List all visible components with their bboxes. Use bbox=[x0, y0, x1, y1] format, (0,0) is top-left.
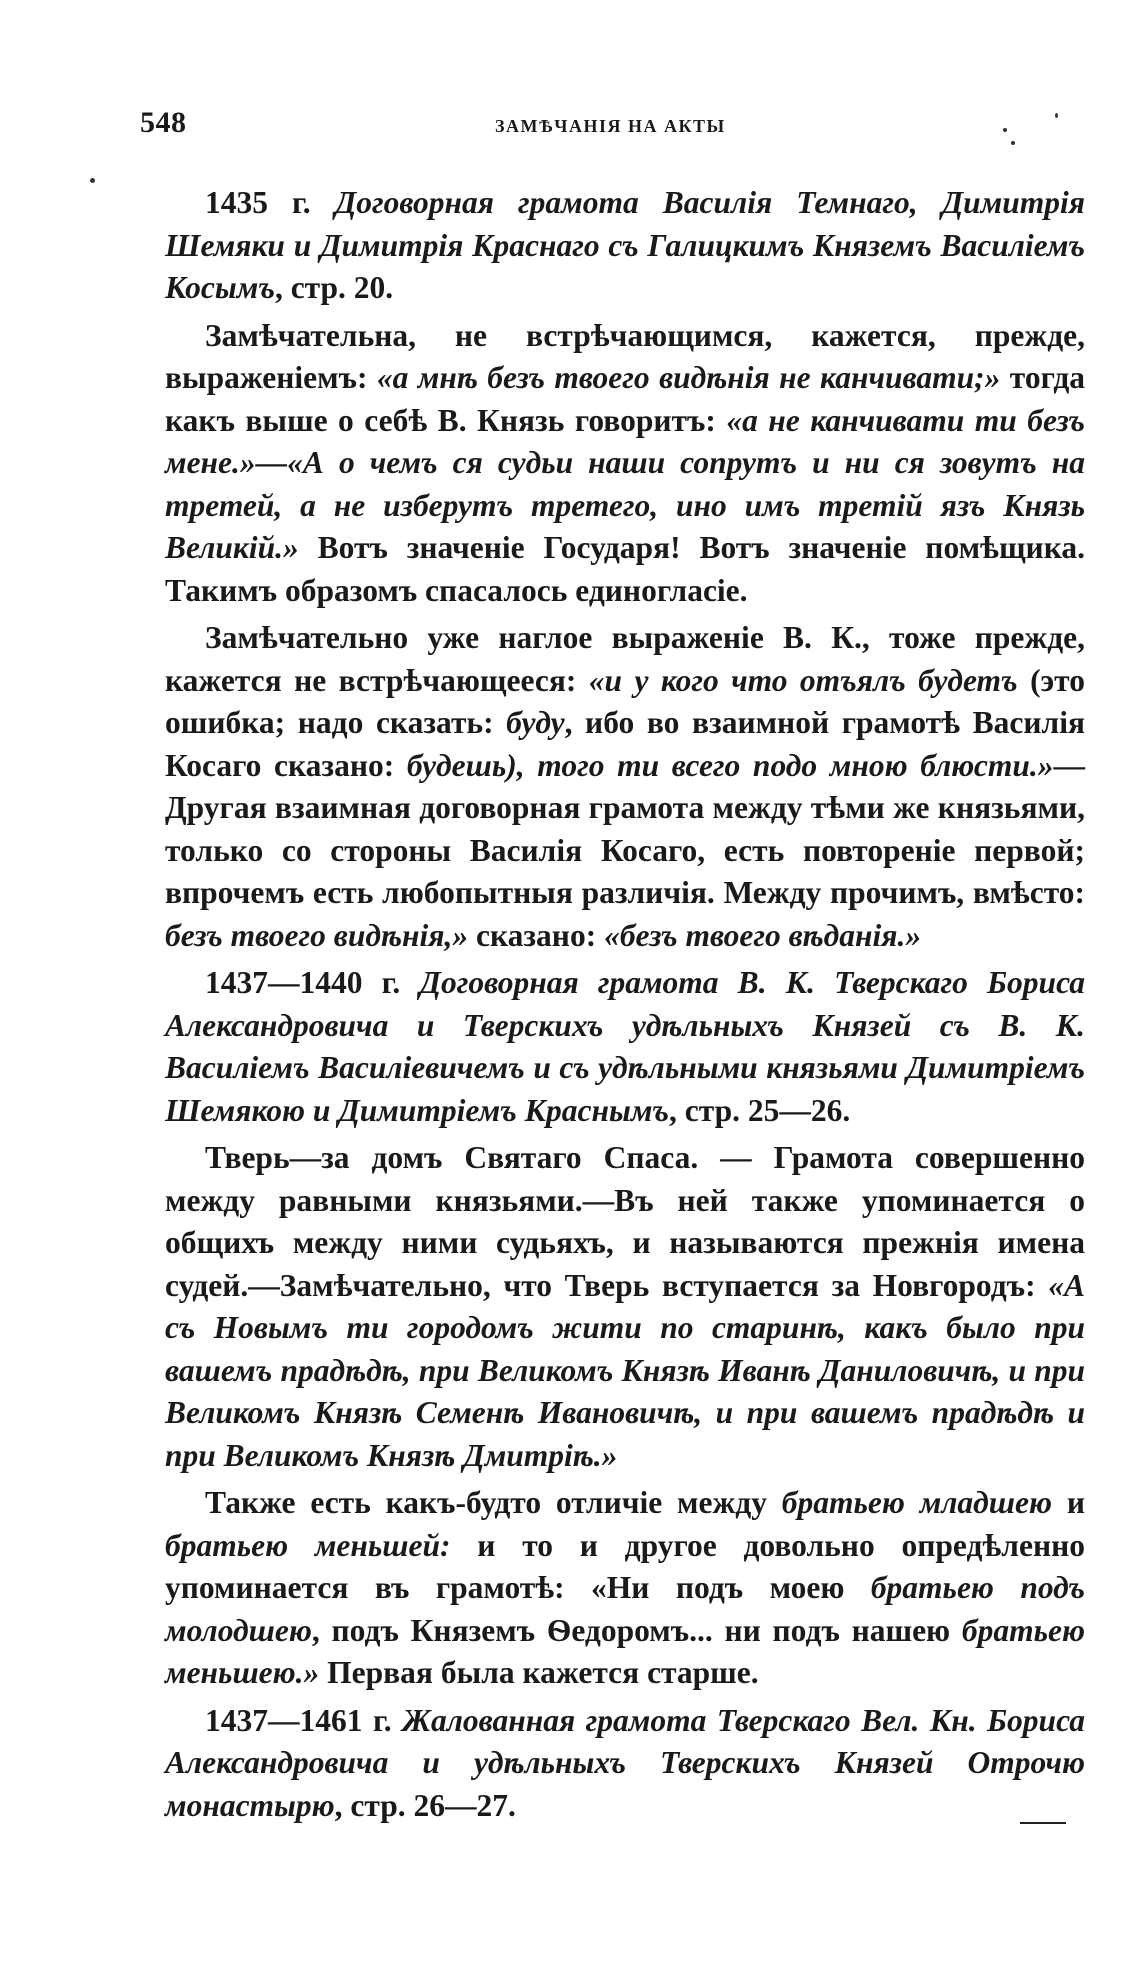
text-run: тогда какъ выше о себѣ В. Князь говоритъ: bbox=[165, 360, 1085, 438]
text-run: — Другая взаимная договорная грамота между тѣми же князьями, только со стороны Василія Косаго, есть повтореніе первой; впрочемъ есть любопытныя различія. Между прочимъ, вмѣсто: bbox=[165, 747, 1086, 910]
text-run: Также есть какъ-будто отличіе между bbox=[205, 1485, 782, 1520]
paragraph-p7 bbox=[165, 1700, 1085, 1828]
italic-text: буду bbox=[506, 705, 565, 740]
italic-text: братьею меньшей: bbox=[165, 1527, 451, 1563]
text-run: (это ошибка; надо сказать: bbox=[165, 662, 1085, 740]
text-run: , стр. 20. bbox=[274, 270, 394, 305]
print-speck bbox=[1011, 141, 1015, 145]
text-run: Первая была кажется старше. bbox=[319, 1655, 759, 1690]
print-speck bbox=[1003, 128, 1007, 132]
italic-text: будешь), того ти всего подо мною блюсти.» bbox=[406, 747, 1054, 783]
paragraph-p5 bbox=[165, 1137, 1085, 1477]
text-run: и то и другое довольно опредѣленно упоминается въ грамотѣ: «Ни подъ моею bbox=[165, 1527, 1085, 1605]
italic-text: «а мнѣ безъ твоего видѣнія не канчивати;» bbox=[376, 360, 1001, 395]
running-head bbox=[140, 106, 900, 146]
running-title: ЗАМѢЧАНІЯ НА АКТЫ bbox=[495, 116, 726, 136]
italic-text: «а не канчивати ти безъ мене.»—«А о чемъ ся судьи наши сопрутъ и ни ся зовутъ на третей, а не изберутъ третего, ино имъ третій язъ Князь Великій.» bbox=[165, 402, 1085, 565]
text-run: Тверь—за домъ Святаго Спаса. — Грамота совершенно между равными князьями.—Въ ней также упоминается о общихъ между ними судьяхъ, и называются прежнія имена судей.—Замѣчательно, что Тверь вступается за Новгородъ: bbox=[165, 1140, 1085, 1303]
text-run: , стр. 25—26. bbox=[669, 1092, 851, 1128]
paragraph-p6 bbox=[165, 1482, 1085, 1695]
printer-mark bbox=[1020, 1822, 1066, 1824]
print-speck bbox=[1055, 113, 1058, 118]
italic-text: братьею меньшею.» bbox=[165, 1612, 1085, 1690]
text-run: , стр. 26—27. bbox=[334, 1787, 516, 1823]
italic-text: Жалованная грамота Тверскаго Вел. Кн. Бориса Александровича и удѣльныхъ Тверскихъ Князей Отрочю монастырю bbox=[165, 1702, 1085, 1823]
page-number: 548 bbox=[140, 106, 187, 139]
text-run: Замѣчательна, не встрѣчающимся, кажется, прежде, выраженіемъ: bbox=[165, 317, 1085, 395]
italic-text: безъ твоего видѣнія,» bbox=[165, 917, 469, 953]
text-run: и bbox=[1052, 1485, 1085, 1520]
text-run: Замѣчательно уже наглое выраженіе В. К., тоже прежде, кажется не встрѣчающееся: bbox=[165, 620, 1085, 698]
italic-text: братьею подъ молодшею bbox=[165, 1570, 1085, 1648]
print-speck bbox=[90, 178, 95, 183]
body-text bbox=[165, 182, 1085, 1832]
text-run: 1437—1440 г. bbox=[205, 965, 420, 1000]
italic-text: Договорная грамота Василія Темнаго, Димитрія Шемяки и Димитрія Краснаго съ Галицкимъ Княземъ Василіемъ Косымъ bbox=[165, 185, 1085, 305]
italic-text: Договорная грамота В. К. Тверскаго Бориса Александровича и Тверскихъ удѣльныхъ Князей съ В. К. Василіемъ Василіевичемъ и съ удѣльными князьями Димитріемъ Шемякою и Димитріемъ Краснымъ bbox=[165, 965, 1085, 1128]
text-run: Вотъ значеніе Государя! Вотъ значеніе помѣщика. Такимъ образомъ спасалось единогласіе. bbox=[165, 530, 1085, 608]
italic-text: «безъ твоего вѣданія.» bbox=[604, 917, 922, 953]
text-run: 1435 г. bbox=[205, 185, 335, 220]
paragraph-p1 bbox=[165, 182, 1085, 310]
paragraph-p2 bbox=[165, 315, 1085, 613]
italic-text: «и у кого что отъялъ будетъ bbox=[588, 662, 1018, 698]
paragraph-p4 bbox=[165, 962, 1085, 1132]
text-run: , ибо во взаимной грамотѣ Василія Косаго сказано: bbox=[165, 705, 1085, 783]
text-run: сказано: bbox=[468, 917, 605, 953]
italic-text: братьею младшею bbox=[781, 1485, 1053, 1520]
text-run: , подъ Княземъ Ѳедоромъ... ни подъ нашею bbox=[311, 1612, 962, 1648]
text-run: 1437—1461 г. bbox=[205, 1702, 403, 1738]
paragraph-p3 bbox=[165, 617, 1085, 957]
italic-text: «А съ Новымъ ти городомъ жити по старинѣ, какъ было при вашемъ прадѣдѣ, при Великомъ Князѣ Иванѣ Даниловичѣ, и при Великомъ Князѣ Семенѣ Ивановичѣ, и при вашемъ прадѣдѣ и при Великомъ Князѣ Дмитріѣ.» bbox=[165, 1267, 1085, 1473]
